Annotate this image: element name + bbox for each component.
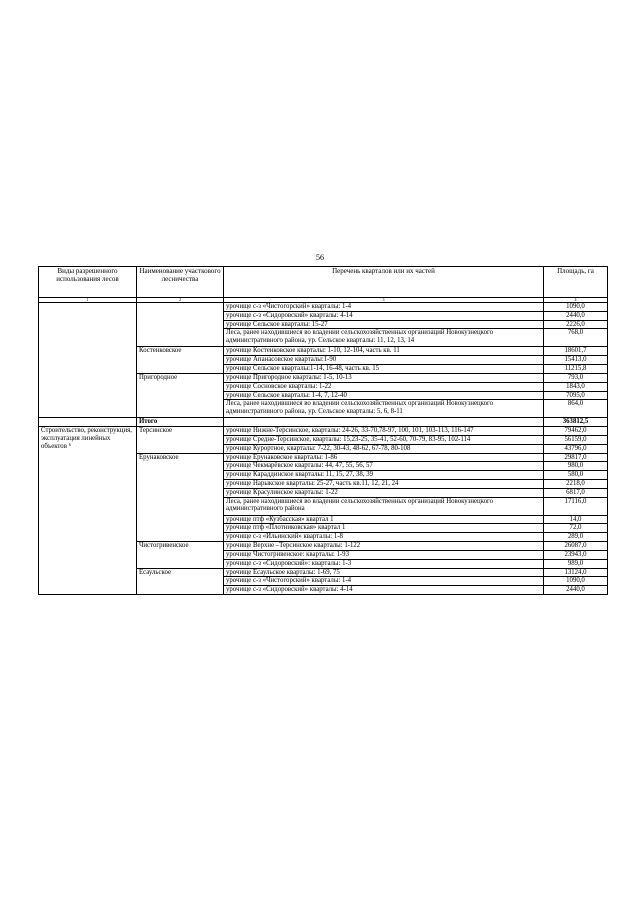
quarters-cell: урочище с-з «Чистогорский» кварталы: 1-4 [224,577,544,586]
area-cell: 29817,0 [544,453,608,462]
area-cell: 23943,0 [544,550,608,559]
forestry-cell [137,303,224,347]
column-number: 1 [39,298,137,303]
area-cell: 1090,0 [544,303,608,312]
quarters-cell: урочище Нарыкское кварталы: 25-27, часть кв.11, 12, 21, 24 [224,480,544,489]
area-cell: 6817,0 [544,488,608,497]
table-header-row [39,267,608,298]
column-number: 2 [137,298,224,303]
area-cell: 56159,0 [544,435,608,444]
quarters-cell: урочище Чистогривенское: кварталы: 1-93 [224,550,544,559]
forestry-cell: Костенковское [137,347,224,373]
area-cell: 2440,0 [544,586,608,595]
quarters-cell: урочище Апанасовское кварталы:1-90 [224,356,544,365]
quarters-cell: урочище с-з «Ильинский» кварталы: 1-8 [224,533,544,542]
quarters-cell: урочище с-з «Чистогорский» кварталы: 1-4 [224,303,544,312]
use-type-cell: Строительство, реконструкция, эксплуатация линейных объектов ⁶ [39,427,137,595]
area-cell: 2218,0 [544,480,608,489]
area-cell: 17116,0 [544,497,608,515]
quarters-cell: урочище с-з «Сидоровский» кварталы: 4-14 [224,586,544,595]
area-cell: 289,0 [544,533,608,542]
header-area: Площадь, га [544,267,608,298]
total-area: 363812,5 [544,418,608,427]
quarters-cell: урочище птф «Плотниковская» квартал 1 [224,524,544,533]
area-cell: 7095,0 [544,391,608,400]
column-number: 4 [544,298,608,303]
quarters-cell: урочище с-з «Сидоровский»: кварталы: 1-3 [224,559,544,568]
quarters-cell: урочище Красулинское кварталы: 1-22 [224,488,544,497]
forestry-cell: Есаульское [137,568,224,594]
quarters-cell: урочище с-з «Сидоровский» кварталы: 4-14 [224,311,544,320]
quarters-cell: урочище Курортное, кварталы: 7-22, 30-43, 48-62, 67-78, 80-108 [224,444,544,453]
quarters-cell: урочище Костенковское кварталы: 1-10, 12-104, часть кв. 11 [224,347,544,356]
use-type-cell [39,303,137,418]
area-cell: 13124,0 [544,568,608,577]
area-cell: 2440,0 [544,311,608,320]
area-cell: 768,0 [544,329,608,347]
area-cell: 43796,0 [544,444,608,453]
quarters-cell: урочище Сельское кварталы:1-14, 16-48, часть кв. 15 [224,365,544,374]
area-cell: 2226,0 [544,320,608,329]
quarters-cell: урочище Караддинское кварталы: 11, 15, 27, 38, 39 [224,471,544,480]
area-cell: 980,0 [544,462,608,471]
table-row [39,303,608,312]
area-cell: 1843,0 [544,382,608,391]
quarters-cell: урочище Сельское кварталы: 15-27 [224,320,544,329]
area-cell: 79462,0 [544,427,608,436]
quarters-cell: урочище Есаульское кварталы: 1-69, 75 [224,568,544,577]
area-cell: 11215,8 [544,365,608,374]
quarters-cell: урочище Средне-Терсинское, кварталы: 15,23-25, 35-41, 52-60, 70-79, 83-95, 102-114 [224,435,544,444]
area-cell: 18601,7 [544,347,608,356]
area-cell: 15413,0 [544,356,608,365]
area-cell: 14,0 [544,515,608,524]
area-cell: 580,0 [544,471,608,480]
quarters-cell: урочище Пригородное кварталы: 1-5, 10-13 [224,373,544,382]
column-number: 3 [224,298,544,303]
forestry-cell: Терсинское [137,427,224,453]
forestry-cell: Пригородное [137,373,224,417]
quarters-cell: урочище Сельское кварталы: 1-4, 7, 12-40 [224,391,544,400]
forestry-cell: Чистогривенское [137,542,224,568]
area-cell: 793,0 [544,373,608,382]
quarters-cell: урочище Сосновское кварталы: 1-22 [224,382,544,391]
area-cell: 26087,0 [544,542,608,551]
quarters-cell: урочище птф «Кузбасская» квартал 1 [224,515,544,524]
header-forestry: Наименование участкового лесничества [137,267,224,298]
quarters-cell: урочище Верхне –Терсинское кварталы: 1-122 [224,542,544,551]
total-empty-cell [39,418,137,427]
table-body [39,303,608,595]
quarters-cell: урочище Чекмарёвское кварталы: 44, 47, 55, 56, 57 [224,462,544,471]
forest-use-table [38,266,608,595]
quarters-cell: Леса, ранее находившиеся во владении сельскохозяйственных организаций Новокузнецкого административного района, ур. Сельское кварталы: 11, 12, 13, 14 [224,329,544,347]
area-cell: 864,0 [544,400,608,418]
forestry-cell: Ерунаковское [137,453,224,542]
area-cell: 72,0 [544,524,608,533]
page-number: 56 [316,253,324,262]
quarters-cell: Леса, ранее находившиеся во владении сельскохозяйственных организаций Новокузнецкого административного района [224,497,544,515]
table-row [39,427,608,436]
quarters-cell: Леса, ранее находившиеся во владении сельскохозяйственных организаций Новокузнецкого административного района, ур. Сельское кварталы: 5, 6, 8-11 [224,400,544,418]
total-label: Итого [137,418,224,427]
quarters-cell: урочище Ерунаковское кварталы: 1-86 [224,453,544,462]
quarters-cell: урочище Нижне-Терсинское, кварталы: 24-26, 33-70,78-97, 100, 101, 103-113, 116-147 [224,427,544,436]
total-row [39,418,608,427]
total-empty-cell [224,418,544,427]
header-use-type: Виды разрешенного использования лесов [39,267,137,298]
area-cell: 989,0 [544,559,608,568]
header-quarters: Перечень кварталов или их частей [224,267,544,298]
area-cell: 1090,0 [544,577,608,586]
